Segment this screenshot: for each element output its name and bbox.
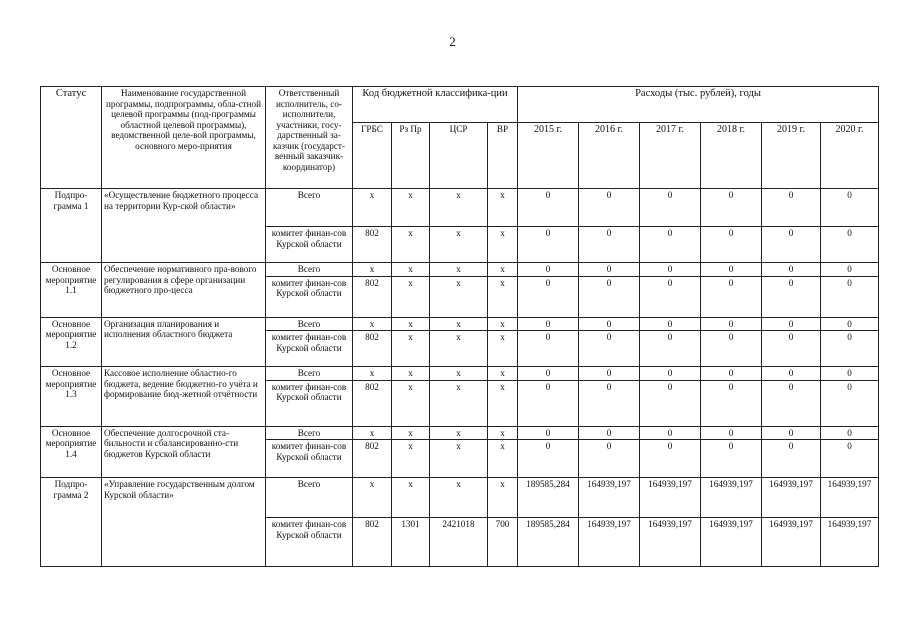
header-name: Наименование государственной программы, подпрограммы, обла-стной целевой программы (под-программы областной целевой программы), ведомственной целе-вой программы, основного меро-приятия [102, 87, 266, 189]
vr-cell: х [488, 331, 518, 367]
expense-value-cell: 0 [518, 263, 579, 277]
expense-value-cell: 0 [701, 367, 762, 381]
csr-cell: х [430, 440, 488, 478]
expense-value-cell: 0 [821, 227, 879, 263]
vr-cell: х [488, 367, 518, 381]
expense-value-cell: 0 [762, 367, 821, 381]
status-cell: Основное мероприятие 1.4 [41, 426, 102, 478]
expense-value-cell: 0 [518, 331, 579, 367]
expense-value-cell: 164939,197 [821, 478, 879, 518]
responsible-cell: комитет финан-сов Курской области [266, 227, 353, 263]
expense-value-cell: 0 [762, 189, 821, 227]
header-year: 2018 г. [701, 123, 762, 189]
responsible-cell: комитет финан-сов Курской области [266, 276, 353, 317]
responsible-cell: Всего [266, 189, 353, 227]
name-cell: Кассовое исполнение областно-го бюджета, ведение бюджетно-го учёта и формирование бюд-жетной отчётности [102, 367, 266, 427]
expense-value-cell: 0 [762, 426, 821, 440]
responsible-cell: Всего [266, 426, 353, 440]
expense-value-cell: 0 [579, 331, 640, 367]
rzpr-cell: х [392, 276, 430, 317]
grbs-cell: 802 [353, 331, 392, 367]
header-year: 2019 г. [762, 123, 821, 189]
expense-value-cell: 0 [762, 263, 821, 277]
vr-cell: х [488, 189, 518, 227]
rzpr-cell: х [392, 440, 430, 478]
expense-value-cell: 0 [821, 317, 879, 331]
name-cell: Обеспечение долгосрочной ста-бильности и сбалансированно-сти бюджетов Курской области [102, 426, 266, 478]
expense-value-cell: 0 [701, 317, 762, 331]
header-year: 2015 г. [518, 123, 579, 189]
expense-value-cell: 0 [762, 440, 821, 478]
csr-cell: х [430, 189, 488, 227]
page-number: 2 [449, 34, 456, 49]
expense-value-cell: 0 [518, 426, 579, 440]
grbs-cell: 802 [353, 380, 392, 426]
name-cell: «Управление государственным долгом Курской области» [102, 478, 266, 567]
rzpr-cell: х [392, 263, 430, 277]
vr-cell: х [488, 426, 518, 440]
expense-value-cell: 0 [579, 367, 640, 381]
responsible-cell: Всего [266, 367, 353, 381]
grbs-cell: х [353, 189, 392, 227]
expense-value-cell: 0 [821, 440, 879, 478]
expense-value-cell: 164939,197 [762, 518, 821, 567]
expense-value-cell: 164939,197 [579, 518, 640, 567]
grbs-cell: 802 [353, 440, 392, 478]
responsible-cell: комитет финан-сов Курской области [266, 518, 353, 567]
csr-cell: х [430, 263, 488, 277]
header-vr: ВР [488, 123, 518, 189]
rzpr-cell: х [392, 227, 430, 263]
expense-value-cell: 164939,197 [762, 478, 821, 518]
header-grbs: ГРБС [353, 123, 392, 189]
name-cell: «Осуществление бюджетного процесса на территории Кур-ской области» [102, 189, 266, 263]
expense-value-cell: 0 [640, 263, 701, 277]
header-responsible: Ответственный исполнитель, со-исполнители, участники, госу-дарственный за-казчик (государст-венный заказчик-координатор) [266, 87, 353, 189]
grbs-cell: х [353, 478, 392, 518]
grbs-cell: х [353, 317, 392, 331]
header-bcc-group: Код бюджетной классифика-ции [353, 87, 518, 123]
csr-cell: х [430, 478, 488, 518]
csr-cell: х [430, 426, 488, 440]
expense-value-cell: 0 [640, 189, 701, 227]
expense-value-cell: 0 [762, 227, 821, 263]
grbs-cell: х [353, 426, 392, 440]
status-cell: Подпро-грамма 1 [41, 189, 102, 263]
expense-value-cell: 189585,284 [518, 478, 579, 518]
rzpr-cell: х [392, 331, 430, 367]
vr-cell: х [488, 227, 518, 263]
expense-value-cell: 164939,197 [579, 478, 640, 518]
rzpr-cell: х [392, 317, 430, 331]
expense-value-cell: 0 [579, 426, 640, 440]
expense-value-cell: 0 [579, 380, 640, 426]
grbs-cell: 802 [353, 518, 392, 567]
table-row [41, 189, 879, 227]
expense-value-cell: 164939,197 [821, 518, 879, 567]
expense-value-cell: 0 [579, 227, 640, 263]
expense-value-cell: 0 [701, 440, 762, 478]
grbs-cell: х [353, 263, 392, 277]
vr-cell: х [488, 263, 518, 277]
header-year: 2020 г. [821, 123, 879, 189]
expense-value-cell: 0 [701, 380, 762, 426]
rzpr-cell: х [392, 426, 430, 440]
expense-value-cell: 0 [701, 227, 762, 263]
responsible-cell: комитет финан-сов Курской области [266, 380, 353, 426]
expense-value-cell: 0 [701, 189, 762, 227]
expense-value-cell: 0 [579, 276, 640, 317]
expense-value-cell: 0 [640, 317, 701, 331]
expense-value-cell: 0 [640, 440, 701, 478]
header-expenses-group: Расходы (тыс. рублей), годы [518, 87, 879, 123]
responsible-cell: Всего [266, 263, 353, 277]
expense-value-cell: 0 [762, 317, 821, 331]
expense-value-cell: 0 [518, 227, 579, 263]
table-row [41, 426, 879, 440]
header-csr: ЦСР [430, 123, 488, 189]
expense-value-cell: 0 [821, 367, 879, 381]
expense-value-cell: 0 [640, 331, 701, 367]
expense-value-cell: 0 [640, 367, 701, 381]
expense-value-cell: 164939,197 [701, 478, 762, 518]
csr-cell: 2421018 [430, 518, 488, 567]
responsible-cell: Всего [266, 317, 353, 331]
grbs-cell: 802 [353, 276, 392, 317]
expense-value-cell: 0 [518, 189, 579, 227]
expense-value-cell: 0 [518, 380, 579, 426]
vr-cell: х [488, 440, 518, 478]
expense-value-cell: 0 [821, 276, 879, 317]
expense-value-cell: 0 [821, 426, 879, 440]
expense-value-cell: 0 [701, 263, 762, 277]
status-cell: Основное мероприятие 1.2 [41, 317, 102, 367]
rzpr-cell: 1301 [392, 518, 430, 567]
expense-value-cell: 0 [701, 426, 762, 440]
responsible-cell: комитет финан-сов Курской области [266, 440, 353, 478]
rzpr-cell: х [392, 189, 430, 227]
expense-value-cell: 0 [579, 189, 640, 227]
csr-cell: х [430, 227, 488, 263]
vr-cell: 700 [488, 518, 518, 567]
header-year: 2017 г. [640, 123, 701, 189]
status-cell: Подпро-грамма 2 [41, 478, 102, 567]
expense-value-cell: 164939,197 [640, 518, 701, 567]
expense-value-cell: 0 [640, 426, 701, 440]
expense-value-cell: 0 [701, 331, 762, 367]
header-rzpr: Рз Пр [392, 123, 430, 189]
rzpr-cell: х [392, 380, 430, 426]
header-status: Статус [41, 87, 102, 189]
budget-table [40, 86, 879, 567]
csr-cell: х [430, 380, 488, 426]
expense-value-cell: 0 [640, 276, 701, 317]
rzpr-cell: х [392, 367, 430, 381]
expense-value-cell: 0 [762, 331, 821, 367]
table-row [41, 478, 879, 518]
expense-value-cell: 0 [518, 276, 579, 317]
csr-cell: х [430, 331, 488, 367]
name-cell: Обеспечение нормативного пра-вового регулирования в сфере организации бюджетного про-цесса [102, 263, 266, 318]
csr-cell: х [430, 317, 488, 331]
expense-value-cell: 0 [762, 380, 821, 426]
csr-cell: х [430, 276, 488, 317]
vr-cell: х [488, 478, 518, 518]
expense-value-cell: 0 [821, 263, 879, 277]
expense-value-cell: 0 [579, 440, 640, 478]
responsible-cell: комитет финан-сов Курской области [266, 331, 353, 367]
expense-value-cell: 164939,197 [640, 478, 701, 518]
header-year: 2016 г. [579, 123, 640, 189]
expense-value-cell: 0 [518, 367, 579, 381]
expense-value-cell: 0 [518, 440, 579, 478]
vr-cell: х [488, 317, 518, 331]
vr-cell: х [488, 380, 518, 426]
expense-value-cell: 0 [640, 227, 701, 263]
responsible-cell: Всего [266, 478, 353, 518]
table-row [41, 263, 879, 277]
expense-value-cell: 164939,197 [701, 518, 762, 567]
budget-table-body [41, 189, 879, 567]
vr-cell: х [488, 276, 518, 317]
grbs-cell: х [353, 367, 392, 381]
expense-value-cell: 0 [821, 331, 879, 367]
status-cell: Основное мероприятие 1.1 [41, 263, 102, 318]
expense-value-cell: 0 [821, 189, 879, 227]
expense-value-cell: 0 [640, 380, 701, 426]
table-row [41, 367, 879, 381]
expense-value-cell: 0 [579, 317, 640, 331]
status-cell: Основное мероприятие 1.3 [41, 367, 102, 427]
expense-value-cell: 189585,284 [518, 518, 579, 567]
expense-value-cell: 0 [762, 276, 821, 317]
name-cell: Организация планирования и исполнения областного бюджета [102, 317, 266, 367]
expense-value-cell: 0 [518, 317, 579, 331]
grbs-cell: 802 [353, 227, 392, 263]
expense-value-cell: 0 [821, 380, 879, 426]
expense-value-cell: 0 [701, 276, 762, 317]
table-row [41, 317, 879, 331]
expense-value-cell: 0 [579, 263, 640, 277]
csr-cell: х [430, 367, 488, 381]
rzpr-cell: х [392, 478, 430, 518]
